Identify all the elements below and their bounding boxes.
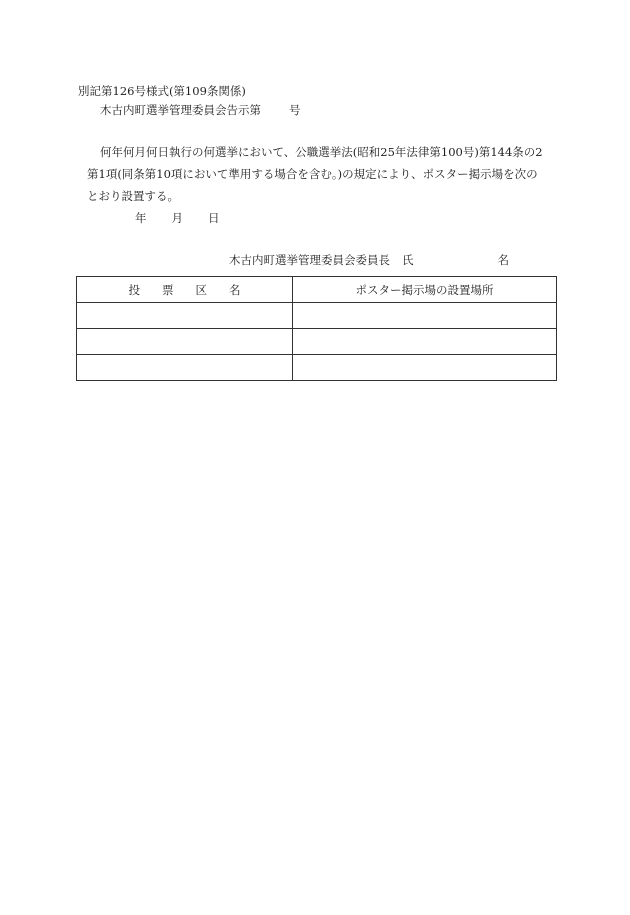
header-char: 票 <box>162 282 174 297</box>
date-line <box>135 211 220 225</box>
body-text-line-1: 何年何月何日執行の何選挙において、公職選挙法(昭和25年法律第100号)第144条の2 <box>100 145 543 159</box>
table-row <box>77 329 557 355</box>
body-text-line-2: 第1項(同条第10項において準用する場合を含む。)の規定により、ポスター掲示場を次の <box>87 167 538 181</box>
table-cell <box>293 355 557 381</box>
notice-suffix: 号 <box>289 103 301 117</box>
notice-prefix: 木古内町選挙管理委員会告示第 <box>100 103 261 117</box>
table-cell <box>77 329 293 355</box>
date-month: 月 <box>171 211 183 225</box>
table-cell <box>293 329 557 355</box>
header-char: 区 <box>195 282 207 297</box>
table-header-row <box>77 277 557 303</box>
table-cell <box>77 303 293 329</box>
table-cell <box>77 355 293 381</box>
table-row <box>77 355 557 381</box>
header-char: 投 <box>128 282 140 297</box>
header-char: 名 <box>229 282 241 297</box>
date-year: 年 <box>135 211 147 225</box>
committee-chairman: 木古内町選挙管理委員会委員長 <box>229 253 390 267</box>
notice-number-line <box>100 103 301 117</box>
header-poster-location: ポスター掲示場の設置場所 <box>293 277 557 303</box>
signature-mei: 名 <box>497 253 509 267</box>
poster-location-table <box>76 276 557 381</box>
form-label: 別記第126号様式(第109条関係) <box>78 84 246 98</box>
table-cell <box>293 303 557 329</box>
table-row <box>77 303 557 329</box>
signature-shi: 氏 <box>402 253 414 267</box>
body-text-line-3: とおり設置する。 <box>87 189 179 203</box>
date-day: 日 <box>208 211 220 225</box>
signature-line <box>229 253 509 267</box>
header-voting-district <box>77 277 293 303</box>
